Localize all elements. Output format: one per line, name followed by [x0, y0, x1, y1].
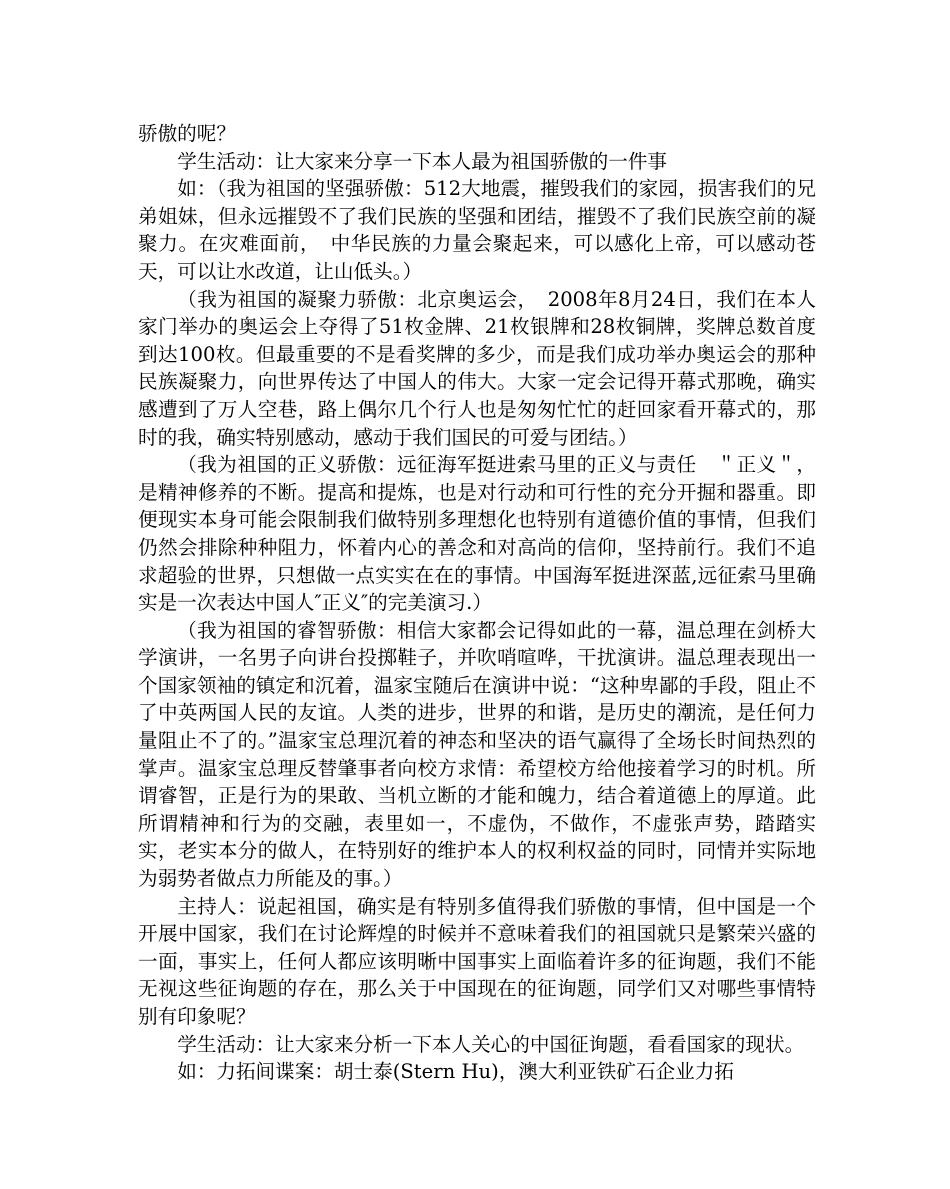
paragraph-example-wisdom: （我为祖国的睿智骄傲：相信大家都会记得如此的一幕，温总理在剑桥大学演讲，一名男子向讲台投掷鞋子，并吹哨喧哗，干扰演讲。温总理表现出一个国家领袖的镇定和沉着，温家宝随后在演讲中说：“这种卑鄙的手段，阻止不了中英两国人民的友谊。人类的进步，世界的和谐，是历史的潮流，是任何力量阻止不了的。”温家宝总理沉着的神态和坚决的语气赢得了全场长时间热烈的掌声。温家宝总理反替肇事者向校方求情：希望校方给他接着学习的时机。所谓睿智，正是行为的果敢、当机立断的才能和魄力，结合着道德上的厚道。此所谓精神和行为的交融，表里如一，不虚伪，不做作，不虚张声势，踏踏实实，老实本分的做人，在特别好的维护本人的权利权益的同时，同情并实际地为弱势者做点力所能及的事。）: [138, 618, 816, 891]
paragraph-host-remarks: 主持人：说起祖国，确实是有特别多值得我们骄傲的事情，但中国是一个开展中国家，我们在讨论辉煌的时候并不意味着我们的祖国就只是繁荣兴盛的一面，事实上，任何人都应该明晰中国事实上面临着许多的征询题，我们不能无视这些征询题的存在，那么关于中国现在的征询题，同学们又对哪些事情特别有印象呢？: [138, 894, 816, 1028]
paragraph-example-cohesion: （我为祖国的凝聚力骄傲：北京奥运会， 2008年8月24日，我们在本人家门举办的奥运会上夺得了51枚金牌、21枚银牌和28枚铜牌，奖牌总数首度到达100枚。但最重要的不是看奖牌的多少，而是我们成功举办奥运会的那种民族凝聚力，向世界传达了中国人的伟大。大家一定会记得开幕式那晚，确实感遭到了万人空巷，路上偶尔几个行人也是匆匆忙忙的赶回家看开幕式的，那时的我，确实特别感动，感动于我们国民的可爱与团结。）: [138, 287, 816, 449]
document-page: [138, 120, 816, 1086]
paragraph-student-activity-share: 学生活动：让大家来分享一下本人最为祖国骄傲的一件事: [177, 149, 668, 173]
paragraph-example-strength: 如：（我为祖国的坚强骄傲：512大地震，摧毁我们的家园，损害我们的兄弟姐妹，但永远摧毁不了我们民族的坚强和团结，摧毁不了我们民族空前的凝聚力。在灾难面前， 中华民族的力量会聚起来，可以感化上帝，可以感动苍天，可以让水改道，让山低头。）: [138, 177, 816, 283]
paragraph-example-justice: （我为祖国的正义骄傲：远征海军挺进索马里的正义与责任 ＂正义＂，是精神修养的不断。提高和提炼，也是对行动和可行性的充分开掘和器重。即便现实本身可能会限制我们做特别多理想化也特别有道德价值的事情，但我们仍然会排除种种阻力，怀着内心的善念和对高尚的信仰，坚持前行。我们不追求超验的世界，只想做一点实实在在的事情。中国海军挺进深蓝,远征索马里确实是一次表达中国人″正义″的完美演习.）: [138, 453, 816, 615]
paragraph-student-activity-analyze: 学生活动：让大家来分析一下本人关心的中国征询题，看看国家的现状。: [177, 1032, 805, 1056]
paragraph-continuation: 骄傲的呢？: [138, 122, 236, 145]
paragraph-example-rio-tinto: 如：力拓间谍案：胡士泰(Stern Hu)，澳大利亚铁矿石企业力拓: [177, 1060, 734, 1084]
